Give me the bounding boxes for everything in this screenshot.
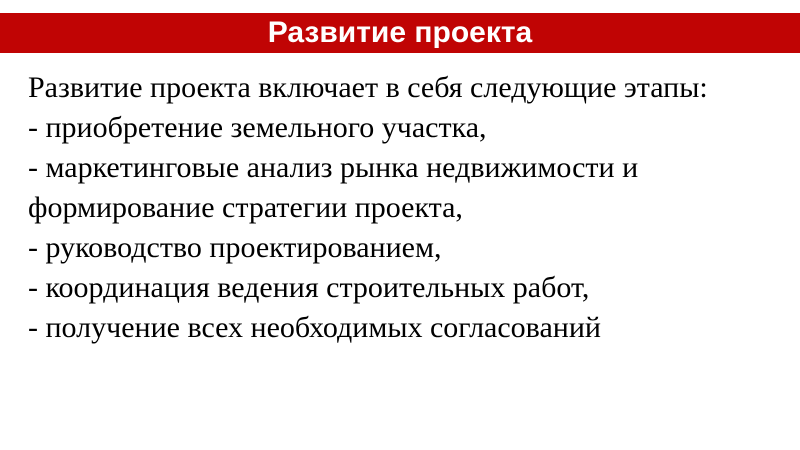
slide-title: Развитие проекта	[267, 16, 533, 49]
body-line-bullet-design: - руководство проектированием,	[28, 231, 442, 264]
body-line-intro: Развитие проекта включает в себя следующие этапы:	[28, 71, 708, 104]
body-line-bullet-construction: - координация ведения строительных работ,	[28, 271, 590, 304]
body-line-bullet-marketing-wrap: формирование стратегии проекта,	[28, 191, 463, 224]
slide-title-bar	[0, 13, 800, 53]
body-line-bullet-land: - приобретение земельного участка,	[28, 111, 487, 144]
body-line-bullet-approvals: - получение всех необходимых согласований	[28, 311, 601, 344]
body-line-bullet-marketing: - маркетинговые анализ рынка недвижимости и	[28, 151, 639, 184]
slide-body	[28, 68, 788, 348]
